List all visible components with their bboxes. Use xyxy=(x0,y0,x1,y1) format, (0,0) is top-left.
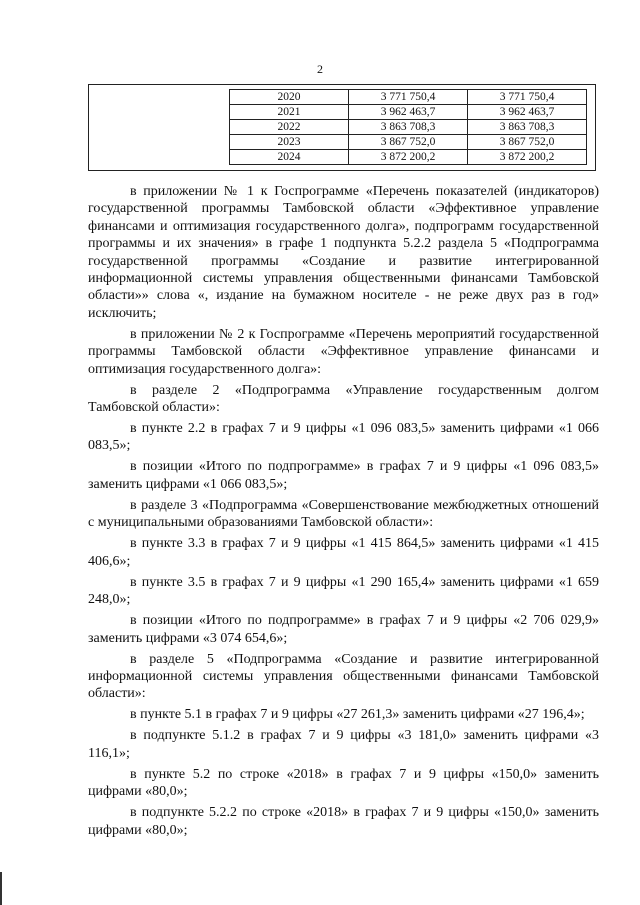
table-cell-value: 3 867 752,0 xyxy=(349,135,468,150)
table-cell-value: 3 872 200,2 xyxy=(349,150,468,165)
paragraph: в пункте 5.1 в графах 7 и 9 цифры «27 261,3» заменить цифрами «27 196,4»; xyxy=(130,707,585,723)
paragraph: в пункте 3.5 в графах 7 и 9 цифры «1 290 165,4» заменить цифрами «1 659 248,0»; xyxy=(88,574,599,608)
page-number: 2 xyxy=(317,62,323,76)
paragraph: в позиции «Итого по подпрограмме» в графах 7 и 9 цифры «1 096 083,5» заменить цифрами «1 066 083,5»; xyxy=(88,459,599,492)
paragraph: в разделе 2 «Подпрограмма «Управление государственным долгом Тамбовской области»: xyxy=(88,382,599,416)
paragraph: в приложении № 1 к Госпрограмме «Перечень показателей (индикаторов) государственной программы Тамбовской области «Эффективное управление финансами и оптимизация государственного долга», подпрограмм государственной программы и их значения» в графе 1 подпункта 5.2.2 раздела 5 «Подпрограмма государственной программы «Создание и развитие интегрированной информационной системы управления общественными финансами Тамбовской области»» слова «, издание на бумажном носителе - не реже двух раз в год» исключить; xyxy=(88,184,599,321)
table-row xyxy=(230,150,587,165)
table-frame xyxy=(88,84,596,171)
table-cell-year: 2024 xyxy=(230,150,349,165)
table-row xyxy=(230,105,587,120)
table-row xyxy=(230,135,587,150)
document-body xyxy=(88,183,599,843)
table-row xyxy=(230,120,587,135)
scan-edge-mark xyxy=(0,872,2,905)
table-row xyxy=(230,90,587,105)
table-cell-year: 2023 xyxy=(230,135,349,150)
paragraph: в пункте 5.2 по строке «2018» в графах 7 и 9 цифры «150,0» заменить цифрами «80,0»; xyxy=(88,766,599,800)
paragraph: в подпункте 5.2.2 по строке «2018» в графах 7 и 9 цифры «150,0» заменить цифрами «80,0»; xyxy=(88,805,599,838)
table-cell-year: 2022 xyxy=(230,120,349,135)
table-cell-value: 3 771 750,4 xyxy=(349,90,468,105)
table-cell-year: 2020 xyxy=(230,90,349,105)
paragraph: в позиции «Итого по подпрограмме» в графах 7 и 9 цифры «2 706 029,9» заменить цифрами «3 074 654,6»; xyxy=(88,613,599,646)
table-cell-year: 2021 xyxy=(230,105,349,120)
paragraph: в пункте 3.3 в графах 7 и 9 цифры «1 415 864,5» заменить цифрами «1 415 406,6»; xyxy=(88,536,599,569)
funding-table xyxy=(229,89,587,165)
table-cell-value: 3 863 708,3 xyxy=(468,120,587,135)
table-cell-value: 3 863 708,3 xyxy=(349,120,468,135)
paragraph: в разделе 3 «Подпрограмма «Совершенствование межбюджетных отношений с муниципальными образованиями Тамбовской области»: xyxy=(88,497,599,531)
table-cell-value: 3 867 752,0 xyxy=(468,135,587,150)
paragraph: в пункте 2.2 в графах 7 и 9 цифры «1 096 083,5» заменить цифрами «1 066 083,5»; xyxy=(88,421,599,454)
paragraph: в подпункте 5.1.2 в графах 7 и 9 цифры «3 181,0» заменить цифрами «3 116,1»; xyxy=(88,728,599,761)
table-cell-value: 3 771 750,4 xyxy=(468,90,587,105)
paragraph: в разделе 5 «Подпрограмма «Создание и развитие интегрированной информационной системы управления общественными финансами Тамбовской области»: xyxy=(88,651,599,702)
table-cell-value: 3 962 463,7 xyxy=(468,105,587,120)
table-cell-value: 3 872 200,2 xyxy=(468,150,587,165)
paragraph: в приложении № 2 к Госпрограмме «Перечень мероприятий государственной программы Тамбовской области «Эффективное управление финансами и оптимизация государственного долга»: xyxy=(88,326,599,377)
table-cell-value: 3 962 463,7 xyxy=(349,105,468,120)
